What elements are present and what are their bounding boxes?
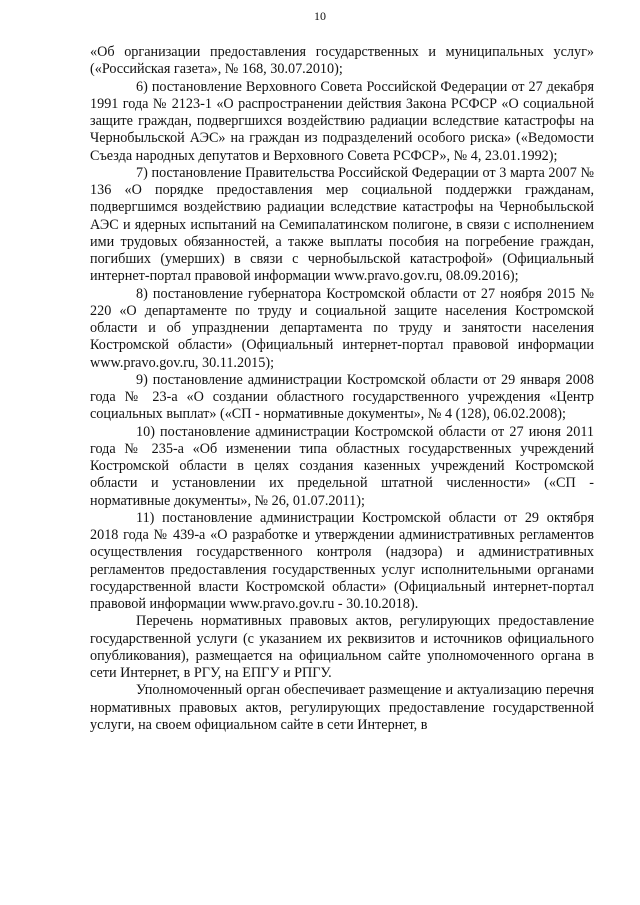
- paragraph-item-8: 8) постановление губернатора Костромской области от 27 ноября 2015 № 220 «О департаменте по труду и социальной защите населения Костромской области и об упразднении департамента по труду и занятости населения Костромской области» (Официальный интернет-портал правовой информации www.pravo.gov.ru, 30.11.2015);: [90, 285, 594, 371]
- paragraph-item-7: 7) постановление Правительства Российской Федерации от 3 марта 2007 № 136 «О порядке предоставления мер социальной поддержки гражданам, подвергшимся воздействию радиации вследствие катастрофы на Чернобыльской АЭС и ядерных испытаний на Семипалатинском полигоне, в связи с исполнением ими трудовых обязанностей, а также выплаты пособия на погребение граждан, погибших (умерших) в связи с чернобыльской катастрофой» (Официальный интернет-портал правовой информации www.pravo.gov.ru, 08.09.2016);: [90, 164, 594, 285]
- page-number: 10: [314, 9, 326, 23]
- paragraph-item-9: 9) постановление администрации Костромской области от 29 января 2008 года № 23-а «О создании областного государственного учреждения «Центр социальных выплат» («СП - нормативные документы», № 4 (128), 06.02.2008);: [90, 371, 594, 423]
- paragraph-item-11: 11) постановление администрации Костромской области от 29 октября 2018 года № 439-а «О разработке и утверждении административных регламентов осуществления государственного контроля (надзора) и административных регламентов предоставления государственных услуг исполнительными органами государственной власти Костромской области» (Официальный интернет-портал правовой информации www.pravo.gov.ru - 30.10.2018).: [90, 509, 594, 612]
- paragraph-list-placement: Перечень нормативных правовых актов, регулирующих предоставление государственной услуги (с указанием их реквизитов и источников официального опубликования), размещается на официальном сайте уполномоченного органа в сети Интернет, в РГУ, на ЕПГУ и РПГУ.: [90, 613, 594, 681]
- paragraph-law-continuation: «Об организации предоставления государственных и муниципальных услуг» («Российская газета», № 168, 30.07.2010);: [90, 44, 594, 78]
- paragraph-authority-duties: Уполномоченный орган обеспечивает размещение и актуализацию перечня нормативных правовых актов, регулирующих предоставление государственной услуги, на своем официальном сайте в сети Интернет, в: [90, 682, 594, 733]
- paragraph-item-6: 6) постановление Верховного Совета Российской Федерации от 27 декабря 1991 года № 2123-1 «О распространении действия Закона РСФСР «О социальной защите граждан, подвергшихся воздействию радиации вследствие катастрофы на Чернобыльской АЭС» на граждан из подразделений особого риска» («Ведомости Съезда народных депутатов и Верховного Совета РСФСР», № 4, 23.01.1992);: [90, 78, 594, 164]
- paragraph-item-10: 10) постановление администрации Костромской области от 27 июня 2011 года № 235-а «Об изменении типа областных государственных учреждений Костромской области в целях создания казенных учреждений Костромской области и установлении их предельной штатной численности» («СП - нормативные документы», № 26, 01.07.2011);: [90, 423, 594, 509]
- body-text: [90, 44, 594, 734]
